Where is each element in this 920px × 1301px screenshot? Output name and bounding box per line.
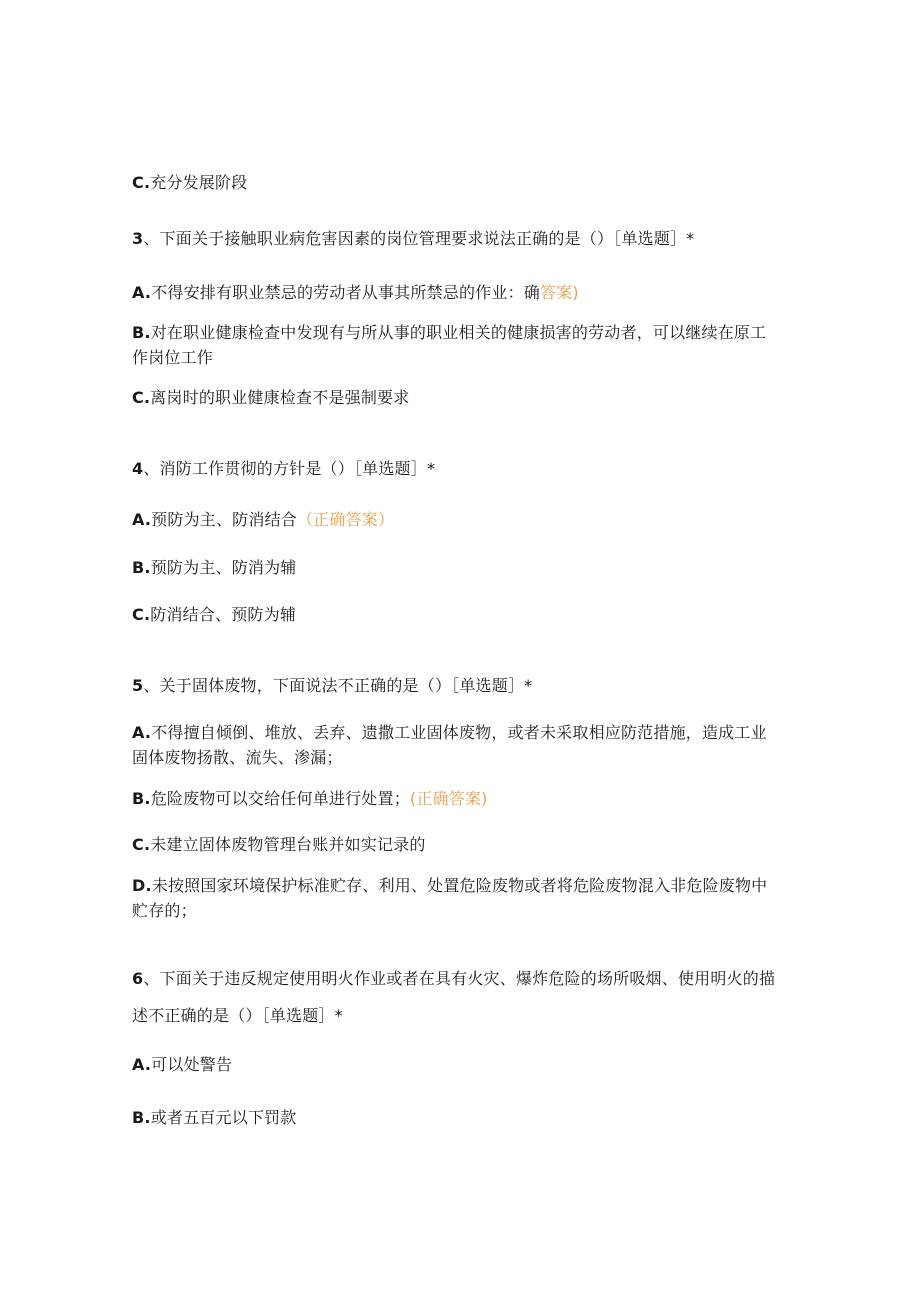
option-letter: B. [132, 1108, 151, 1127]
option-q3-b [132, 320, 782, 370]
question-number: 4 [132, 459, 144, 478]
option-q6-a [132, 1052, 782, 1077]
option-q4-b [132, 555, 782, 580]
option-text: 或者五百元以下罚款 [150, 1108, 297, 1127]
question-4 [132, 456, 782, 481]
option-q5-c [132, 832, 782, 857]
option-text: 未按照国家环境保护标准贮存、利用、处置危险废物或者将危险废物混入非危险废物中贮存的； [132, 876, 768, 920]
option-text: 离岗时的职业健康检查不是强制要求 [150, 388, 410, 407]
option-q4-a [132, 507, 782, 532]
option-q5-d [132, 873, 782, 923]
option-q3-a [132, 280, 782, 305]
question-text: 、关于固体废物，下面说法不正确的是（）［单选题］* [143, 676, 533, 695]
question-number: 5 [132, 676, 144, 695]
option-letter: B. [132, 558, 151, 577]
option-q5-a [132, 720, 782, 770]
question-number: 6 [132, 969, 144, 988]
option-text: 不得安排有职业禁忌的劳动者从事其所禁忌的作业：确 [151, 283, 540, 302]
question-3 [132, 226, 782, 251]
option-letter: B. [132, 323, 151, 342]
correct-answer-tag: （正确答案） [296, 510, 395, 529]
option-text: 充分发展阶段 [150, 173, 248, 192]
option-letter: C. [132, 835, 151, 854]
option-letter: C. [132, 173, 151, 192]
option-letter: B. [132, 789, 151, 808]
question-5 [132, 673, 782, 698]
question-text: 、下面关于违反规定使用明火作业或者在具有火灾、爆炸危险的场所吸烟、使用明火的描述不正确的是（）［单选题］* [132, 969, 776, 1025]
option-q3-c [132, 385, 782, 410]
option-text: 危险废物可以交给任何单进行处置； [150, 789, 410, 808]
option-letter: A. [132, 723, 152, 742]
option-letter: C. [132, 388, 151, 407]
option-letter: A. [132, 510, 152, 529]
question-text: 、消防工作贯彻的方针是（）［单选题］* [143, 459, 436, 478]
option-text: 不得擅自倾倒、堆放、丢弃、遗撒工业固体废物，或者未采取相应防范措施，造成工业固体废物扬散、流失、渗漏； [132, 723, 767, 767]
correct-answer-tag: (正确答案) [409, 789, 488, 808]
option-letter: A. [132, 1055, 152, 1074]
option-q4-c [132, 602, 782, 627]
option-letter: C. [132, 605, 151, 624]
question-6 [132, 960, 782, 1034]
option-text: 预防为主、防消结合 [151, 510, 297, 529]
option-letter: A. [132, 283, 152, 302]
option-text: 防消结合、预防为辅 [150, 605, 297, 624]
question-text: 、下面关于接触职业病危害因素的岗位管理要求说法正确的是（）［单选题］* [143, 229, 695, 248]
question-number: 3 [132, 229, 144, 248]
option-text: 预防为主、防消为辅 [150, 558, 297, 577]
option-text: 可以处警告 [151, 1055, 233, 1074]
option-q2-c [132, 170, 782, 195]
option-text: 未建立固体废物管理台账并如实记录的 [150, 835, 426, 854]
option-q5-b [132, 786, 782, 811]
option-q6-b [132, 1105, 782, 1130]
option-letter: D. [132, 876, 152, 895]
correct-answer-tag: 答案) [539, 283, 579, 302]
option-text: 对在职业健康检查中发现有与所从事的职业相关的健康损害的劳动者，可以继续在原工作岗位工作 [132, 323, 767, 367]
